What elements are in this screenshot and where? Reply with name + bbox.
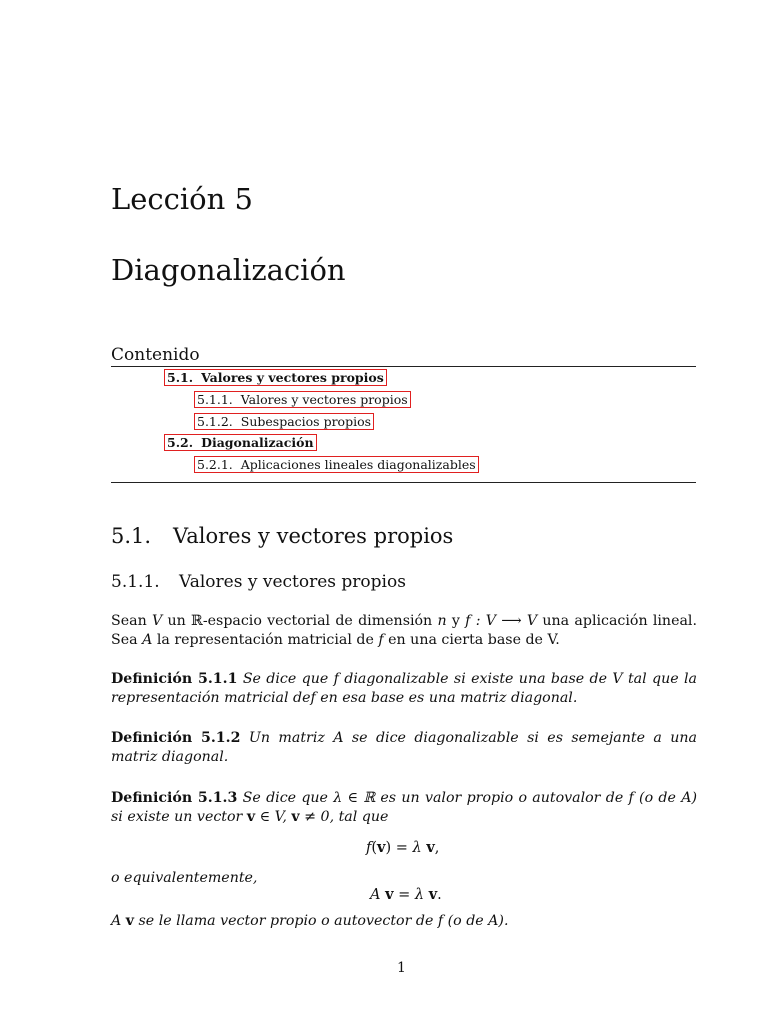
definition-5-1-1 bbox=[111, 670, 697, 708]
toc-link-5-1-1[interactable] bbox=[194, 391, 411, 408]
definition-5-1-3: Definición 5.1.3 Se dice que λ ∈ ℝ es un valor propio o autovalor de f (o de A) si existe un vector v ∈ V, v ≠ 0, tal que bbox=[111, 790, 697, 825]
definition-5-1-2 bbox=[111, 729, 697, 767]
equation-f-v: f(v) = λ v, bbox=[366, 839, 440, 856]
intro-paragraph: Sean V un ℝ-espacio vectorial de dimensión n y f : V ⟶ V una aplicación lineal. Sea A la representación matricial de f en una cierta base de V. bbox=[111, 613, 697, 648]
toc-item-number: 5.2.1. bbox=[197, 457, 233, 472]
section-heading bbox=[111, 523, 453, 549]
toc-item-label: Valores y vectores propios bbox=[201, 370, 384, 385]
definition-label: Definición 5.1.2 bbox=[111, 730, 241, 746]
toc-link-5-2[interactable] bbox=[164, 434, 317, 451]
page-number: 1 bbox=[397, 960, 406, 976]
equivalently-text: o equivalentemente, bbox=[111, 870, 258, 886]
section-title: Valores y vectores propios bbox=[173, 524, 454, 548]
definition-text: Un matriz A se dice diagonalizable si es semejante a una matriz diagonal. bbox=[111, 730, 698, 765]
toc-item-label: Subespacios propios bbox=[240, 414, 372, 429]
chapter-title: Diagonalización bbox=[111, 253, 346, 287]
closing-sentence: A v se le llama vector propio o autovector de f (o de A). bbox=[111, 913, 509, 929]
subsection-title: Valores y vectores propios bbox=[179, 572, 406, 592]
toc-item-number: 5.1. bbox=[167, 370, 194, 385]
toc-item-number: 5.2. bbox=[167, 435, 194, 450]
definition-text: Se dice que f diagonalizable si existe una base de V tal que la representación matricial def en esa base es una matriz diagonal. bbox=[111, 671, 697, 706]
toc-item-label: Valores y vectores propios bbox=[240, 392, 408, 407]
toc-top-rule bbox=[111, 366, 696, 367]
chapter-number: Lección 5 bbox=[111, 182, 253, 216]
definition-label: Definición 5.1.3 bbox=[111, 790, 238, 806]
toc-link-5-1[interactable] bbox=[164, 369, 387, 386]
toc-link-5-2-1[interactable] bbox=[194, 456, 479, 473]
equation-a-v: A v = λ v. bbox=[370, 886, 442, 903]
toc-link-5-1-2[interactable] bbox=[194, 413, 374, 430]
definition-label: Definición 5.1.1 bbox=[111, 671, 238, 687]
subsection-heading bbox=[111, 571, 406, 593]
toc-item-label: Aplicaciones lineales diagonalizables bbox=[240, 457, 476, 472]
section-number: 5.1. bbox=[111, 524, 152, 548]
toc-heading: Contenido bbox=[111, 345, 200, 365]
toc-item-number: 5.1.1. bbox=[197, 392, 233, 407]
toc-item-label: Diagonalización bbox=[201, 435, 314, 450]
toc-bottom-rule bbox=[111, 482, 696, 483]
subsection-number: 5.1.1. bbox=[111, 572, 160, 592]
toc-item-number: 5.1.2. bbox=[197, 414, 233, 429]
